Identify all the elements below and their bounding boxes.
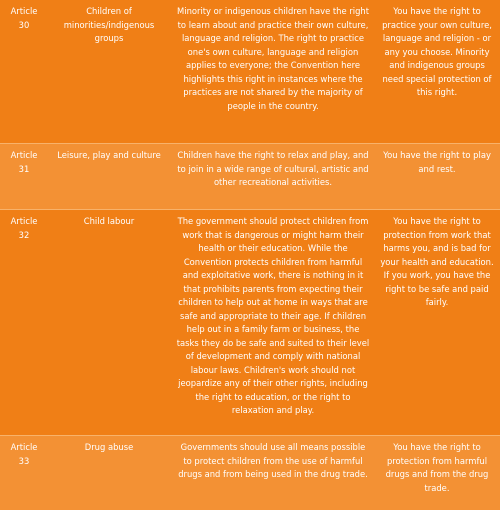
table-row (0, 144, 500, 210)
article-description: Governments should use all means possible to protect children from the use of harmful drugs and from being used in the drug trade. (178, 442, 368, 479)
table-row (0, 210, 500, 436)
table-row (0, 436, 500, 510)
article-topic: Drug abuse (84, 442, 134, 452)
article-number: Article 32 (10, 216, 38, 240)
article-topic: Children of minorities/indigenous groups (63, 6, 155, 43)
child-friendly-text: You have the right to practice your own culture, language and religion - or any you choose. Minority and indigenous groups need special protection of this right. (382, 6, 492, 97)
article-description: Children have the right to relax and play, and to join in a wide range of cultural, artistic and other recreational activities. (177, 150, 369, 187)
article-description: The government should protect children from work that is dangerous or might harm their health or their education. While the Convention protects children from harmful and exploitative work, there is nothing in it that prohibits parents from expecting their children to help out at home in ways that are safe and appropriate to their age. If children help out in a family farm or business, the tasks they do be safe and suited to their level of development and comply with national labour laws. Children's work should not jeopardize any of their other rights, including the right to education, or the right to relaxation and play. (176, 216, 370, 415)
article-number: Article 31 (10, 150, 38, 174)
article-number: Article 30 (10, 6, 38, 30)
article-topic: Child labour (83, 216, 135, 226)
table-row (0, 0, 500, 144)
article-topic: Leisure, play and culture (57, 150, 161, 160)
child-friendly-text: You have the right to protection from harmful drugs and from the drug trade. (385, 442, 489, 493)
article-description: Minority or indigenous children have the right to learn about and practice their own culture, language and religion. The right to practice one's own culture, language and religion applies to everyone; the Convention here highlights this right in instances where the practices are not shared by the majority of people in the country. (177, 6, 369, 111)
child-friendly-text: You have the right to play and rest. (383, 150, 491, 174)
child-friendly-text: You have the right to protection from work that harms you, and is bad for your health and education. If you work, you have the right to be safe and paid fairly. (380, 216, 494, 307)
article-number: Article 33 (10, 442, 38, 466)
